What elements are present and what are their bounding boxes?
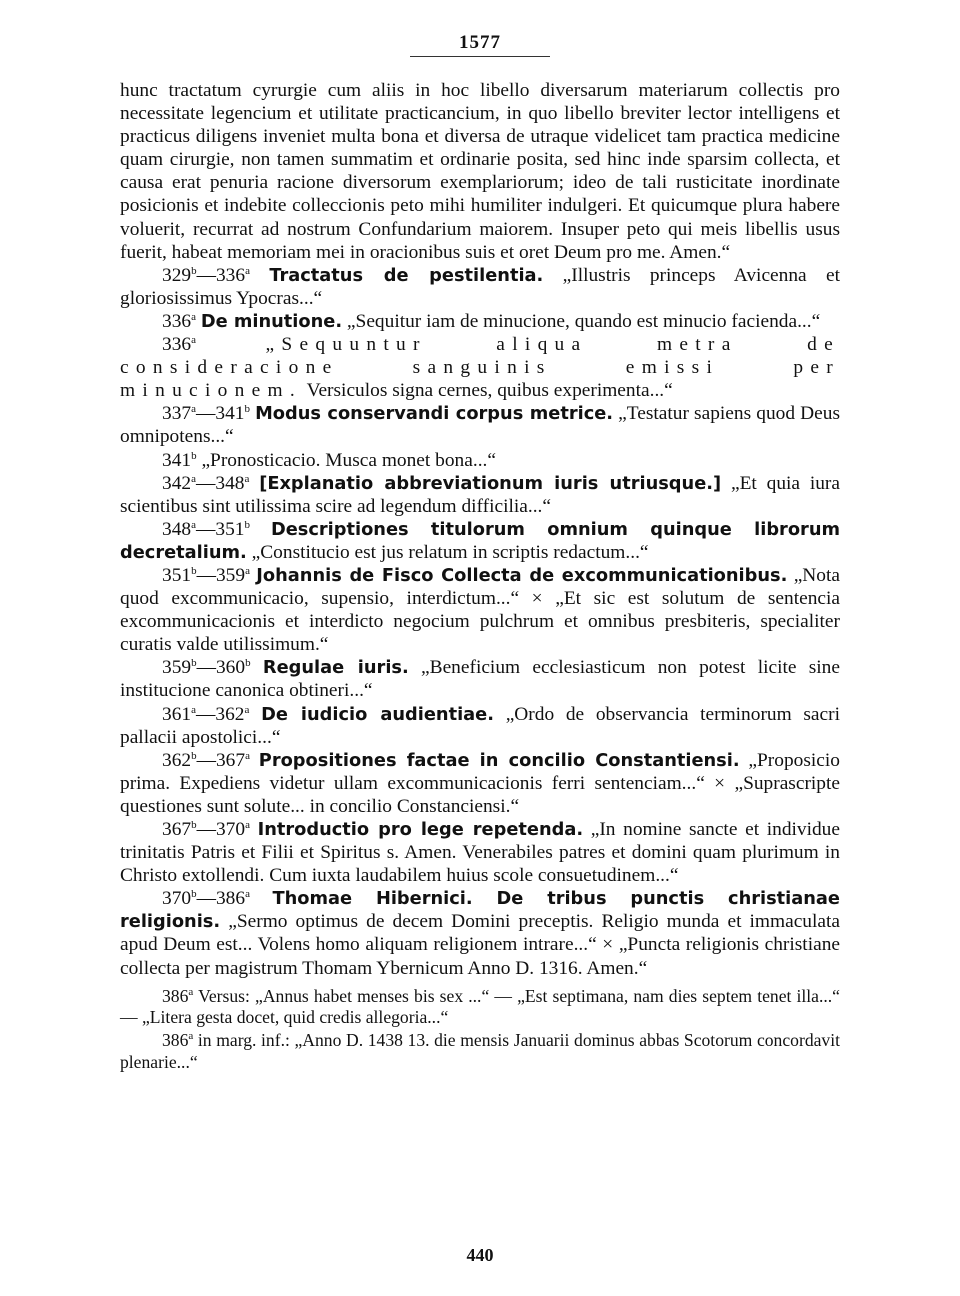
entry-1: 329$^b$—336$^a$ Tractatus de pestilentia. „Illustris princeps Avicenna et gloriosissimus Ypocras...“: [120, 264, 840, 309]
entry-4: 337$^a$—341$^b$ Modus conservandi corpus metrice. „Testatur sapiens quod Deus omnipotens...“: [120, 403, 840, 448]
spaced-incipit: „Sequuntur aliqua metra de consideracione sanguinis emissi per minucionem.: [120, 334, 840, 402]
entry-12: 367$^b$—370$^a$ Introductio pro lege repetenda. „In nomine sancte et individue trinitatis Patris et Filii et Spiritus s. Amen. Venerabiles patres et domini quam plurimum in Christo extollendi. Cum iuxta laudabilem huius scole consuetudinem...“: [120, 819, 840, 887]
entry-title: Propositiones factae in concilio Constantiensi.: [258, 749, 740, 771]
entry-title: Thomae Hibernici. De tribus punctis christianae religionis.: [120, 888, 840, 933]
entry-title: De minutione.: [200, 310, 343, 332]
entry-9: 359$^b$—360$^b$ Regulae iuris. „Beneficium ecclesiasticum non potest licite sine institucione canonica obtineri...“: [120, 657, 840, 702]
entry-5: 341$^b$ „Pronosticacio. Musca monet bona...“: [162, 449, 496, 471]
entry-2: 336$^a$ De minutione. „Sequitur iam de minucione, quando est minucio facienda...“: [162, 310, 821, 332]
entry-13: 370$^b$—386$^a$ Thomae Hibernici. De tribus punctis christianae religionis. „Sermo optimus de decem Domini preceptis. Religio munda et immaculata apud Deum est... Volens homo aliquam religionem intrare...“ × „Puncta religionis christiane collecta per magistrum Thomam Ybernicum Anno D. 1316. Amen.“: [120, 888, 840, 979]
page: [120, 32, 841, 1265]
note-1: 386$^a$ Versus: „Annus habet menses bis sex ...“ — „Est septimana, nam dies septem tenet illa...“ — „Litera gesta docet, quid credis allegoria...“: [120, 985, 840, 1027]
entry-title: Introductio pro lege repetenda.: [257, 819, 584, 840]
note-2: 386$^a$ in marg. inf.: „Anno D. 1438 13. die mensis Januarii dominus abbas Scotorum concordavit plenarie...“: [120, 1030, 840, 1072]
page-number-footer: 440: [466, 1245, 494, 1265]
entry-title: [Explanatio abbreviationum iuris utriusque.]: [259, 472, 722, 494]
entry-title: Johannis de Fisco Collecta de excommunicationibus.: [256, 564, 788, 586]
paragraph-intro: hunc tractatum cyrurgie cum aliis in hoc libello diversarum materiarum collectis pro necessitate legencium et utilitate practicancium, in quo libello breviter lector intelligens et practicus diligens inveniet multa bona et diversa de utraque videlicet tam practica medicine quam cirurgie, non tamen summatim et ordinarie posita, sed hinc inde sparsim collecta, et causa erat penuria racione diversorum exemplariorum; ideo de tali rusticitate inordinate posicionis et indebite colleccionis peto mihi humiliter indulgeri. Et quicumque plura habere voluerit, recurrat ad nostrum Confundarium maiorem. Insuper peto qui meis libellis usus fuerit, habeat memoriam mei in oracionibus suis et oret Deum pro me. Amen.“: [120, 80, 840, 263]
entry-7: 348$^a$—351$^b$ Descriptiones titulorum omnium quinque librorum decretalium. „Constitucio est jus relatum in scriptis redactum...“: [120, 518, 841, 563]
entry-title: Modus conservandi corpus metrice.: [255, 403, 614, 425]
entry-11: 362$^b$—367$^a$ Propositiones factae in concilio Constantiensi. „Proposicio prima. Expediens videtur ullam excommunicacionis ferri sentenciam...“ × „Suprascripte questiones sunt solute... in concilio Constanciensi.“: [120, 749, 840, 817]
entry-title: Tractatus de pestilentia.: [269, 264, 544, 286]
entry-title: De iudicio audientiae.: [261, 703, 494, 725]
entry-title: Descriptiones titulorum omnium quinque librorum decretalium.: [120, 518, 841, 563]
entry-10: 361$^a$—362$^a$ De iudicio audientiae. „Ordo de observancia terminorum sacri pallacii apostolici...“: [120, 703, 840, 748]
entry-title: Regulae iuris.: [262, 657, 409, 679]
entry-8: 351$^b$—359$^a$ Johannis de Fisco Collecta de excommunicationibus. „Nota quod excommunicacio, supensio, interdictum...“ × „Et sic est solutum de sentencia excommunicacionis et interdicto negocium pulchrum et omnibus presbiteris, specialiter curatis valde utilissimum.“: [120, 564, 840, 656]
page-number-header: 1577: [459, 32, 501, 53]
entry-6: 342$^a$—348$^a$ [Explanatio abbreviationum iuris utriusque.] „Et quia iura scientibus sint utilissima scire ad legendum difficilia...“: [120, 472, 840, 517]
header-rule: [410, 56, 550, 57]
entry-3: 336$^a$ „Sequuntur aliqua metra de consideracione sanguinis emissi per minucionem. Versiculos signa cernes, quibus experimenta...“: [120, 334, 840, 402]
